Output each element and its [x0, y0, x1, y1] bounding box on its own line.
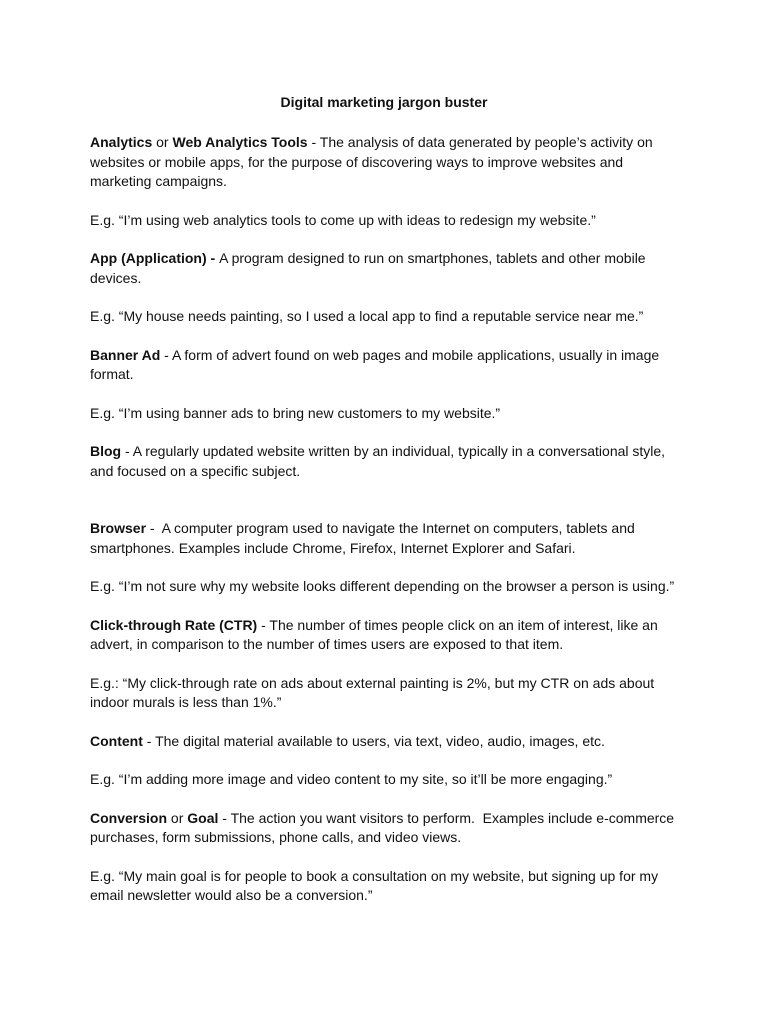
definition-text: The number of times people click on an item of interest, like an advert, in comparison to the number of times users are exposed to that item. — [90, 616, 658, 652]
definition-conversion — [90, 809, 680, 848]
term: App (Application) — [90, 250, 207, 266]
term-joiner: or — [167, 809, 188, 826]
definition-text: A program designed to run on smartphones, tablets and other mobile devices. — [90, 250, 646, 286]
definition-content — [90, 732, 680, 752]
term: Analytics — [90, 134, 153, 150]
document-title: Digital marketing jargon buster — [280, 94, 488, 110]
definition-app — [90, 249, 680, 288]
definition-ctr — [90, 616, 680, 655]
term: Conversion — [90, 809, 168, 826]
term: Blog — [90, 443, 122, 459]
definition-text: A regularly updated website written by an individual, typically in a conversational style, and focused on a specific subject. — [90, 443, 666, 479]
term: Click-through Rate (CTR) — [90, 616, 258, 633]
example-banner-ad: E.g. “I’m using banner ads to bring new customers to my website.” — [90, 404, 501, 421]
definition-text: A computer program used to navigate the Internet on computers, tablets and smartphones. Examples include Chrome, Firefox, Internet Explorer and Safari. — [90, 520, 635, 556]
term: Banner Ad — [90, 346, 161, 363]
example-conversion: E.g. “My main goal is for people to book a consultation on my website, but signing up for my email newsletter would also be a conversion.” — [90, 867, 659, 903]
definition-blog — [90, 442, 680, 481]
term-separator: - — [307, 134, 320, 150]
definition-text: The analysis of data generated by people’s activity on websites or mobile apps, for the purpose of discovering ways to improve websites and marketing campaigns. — [90, 134, 653, 189]
term: Content — [90, 732, 143, 749]
term-separator: - — [218, 809, 231, 826]
term: Goal — [187, 809, 219, 826]
term-separator: - — [121, 443, 133, 459]
example-ctr: E.g.: “My click-through rate on ads about external painting is 2%, but my CTR on ads about indoor murals is less than 1%.” — [90, 674, 655, 710]
term: Web Analytics Tools — [172, 134, 308, 150]
glossary-entries — [90, 133, 680, 925]
term-separator: - — [160, 346, 172, 363]
term-separator: - — [206, 250, 220, 266]
definition-text: The action you want visitors to perform. Examples include e-commerce purchases, form submissions, phone calls, and video views. — [90, 809, 678, 845]
term-joiner: or — [152, 134, 173, 150]
definition-text: The digital material available to users, via text, video, audio, images, etc. — [155, 732, 605, 749]
example-browser: E.g. “I’m not sure why my website looks different depending on the browser a person is using.” — [90, 578, 675, 594]
example-analytics: E.g. “I’m using web analytics tools to come up with ideas to redesign my website.” — [90, 211, 596, 228]
definition-text: A form of advert found on web pages and mobile applications, usually in image format. — [90, 346, 660, 382]
example-content: E.g. “I’m adding more image and video content to my site, so it’ll be more engaging.” — [90, 771, 613, 787]
term-separator: - — [146, 520, 162, 536]
definition-analytics — [90, 133, 680, 192]
term-separator: - — [257, 616, 270, 633]
term-separator: - — [142, 732, 156, 749]
definition-banner-ad — [90, 346, 680, 385]
example-app: E.g. “My house needs painting, so I used a local app to find a reputable service near me.” — [90, 308, 644, 324]
definition-browser — [90, 519, 680, 558]
term: Browser — [90, 520, 147, 536]
